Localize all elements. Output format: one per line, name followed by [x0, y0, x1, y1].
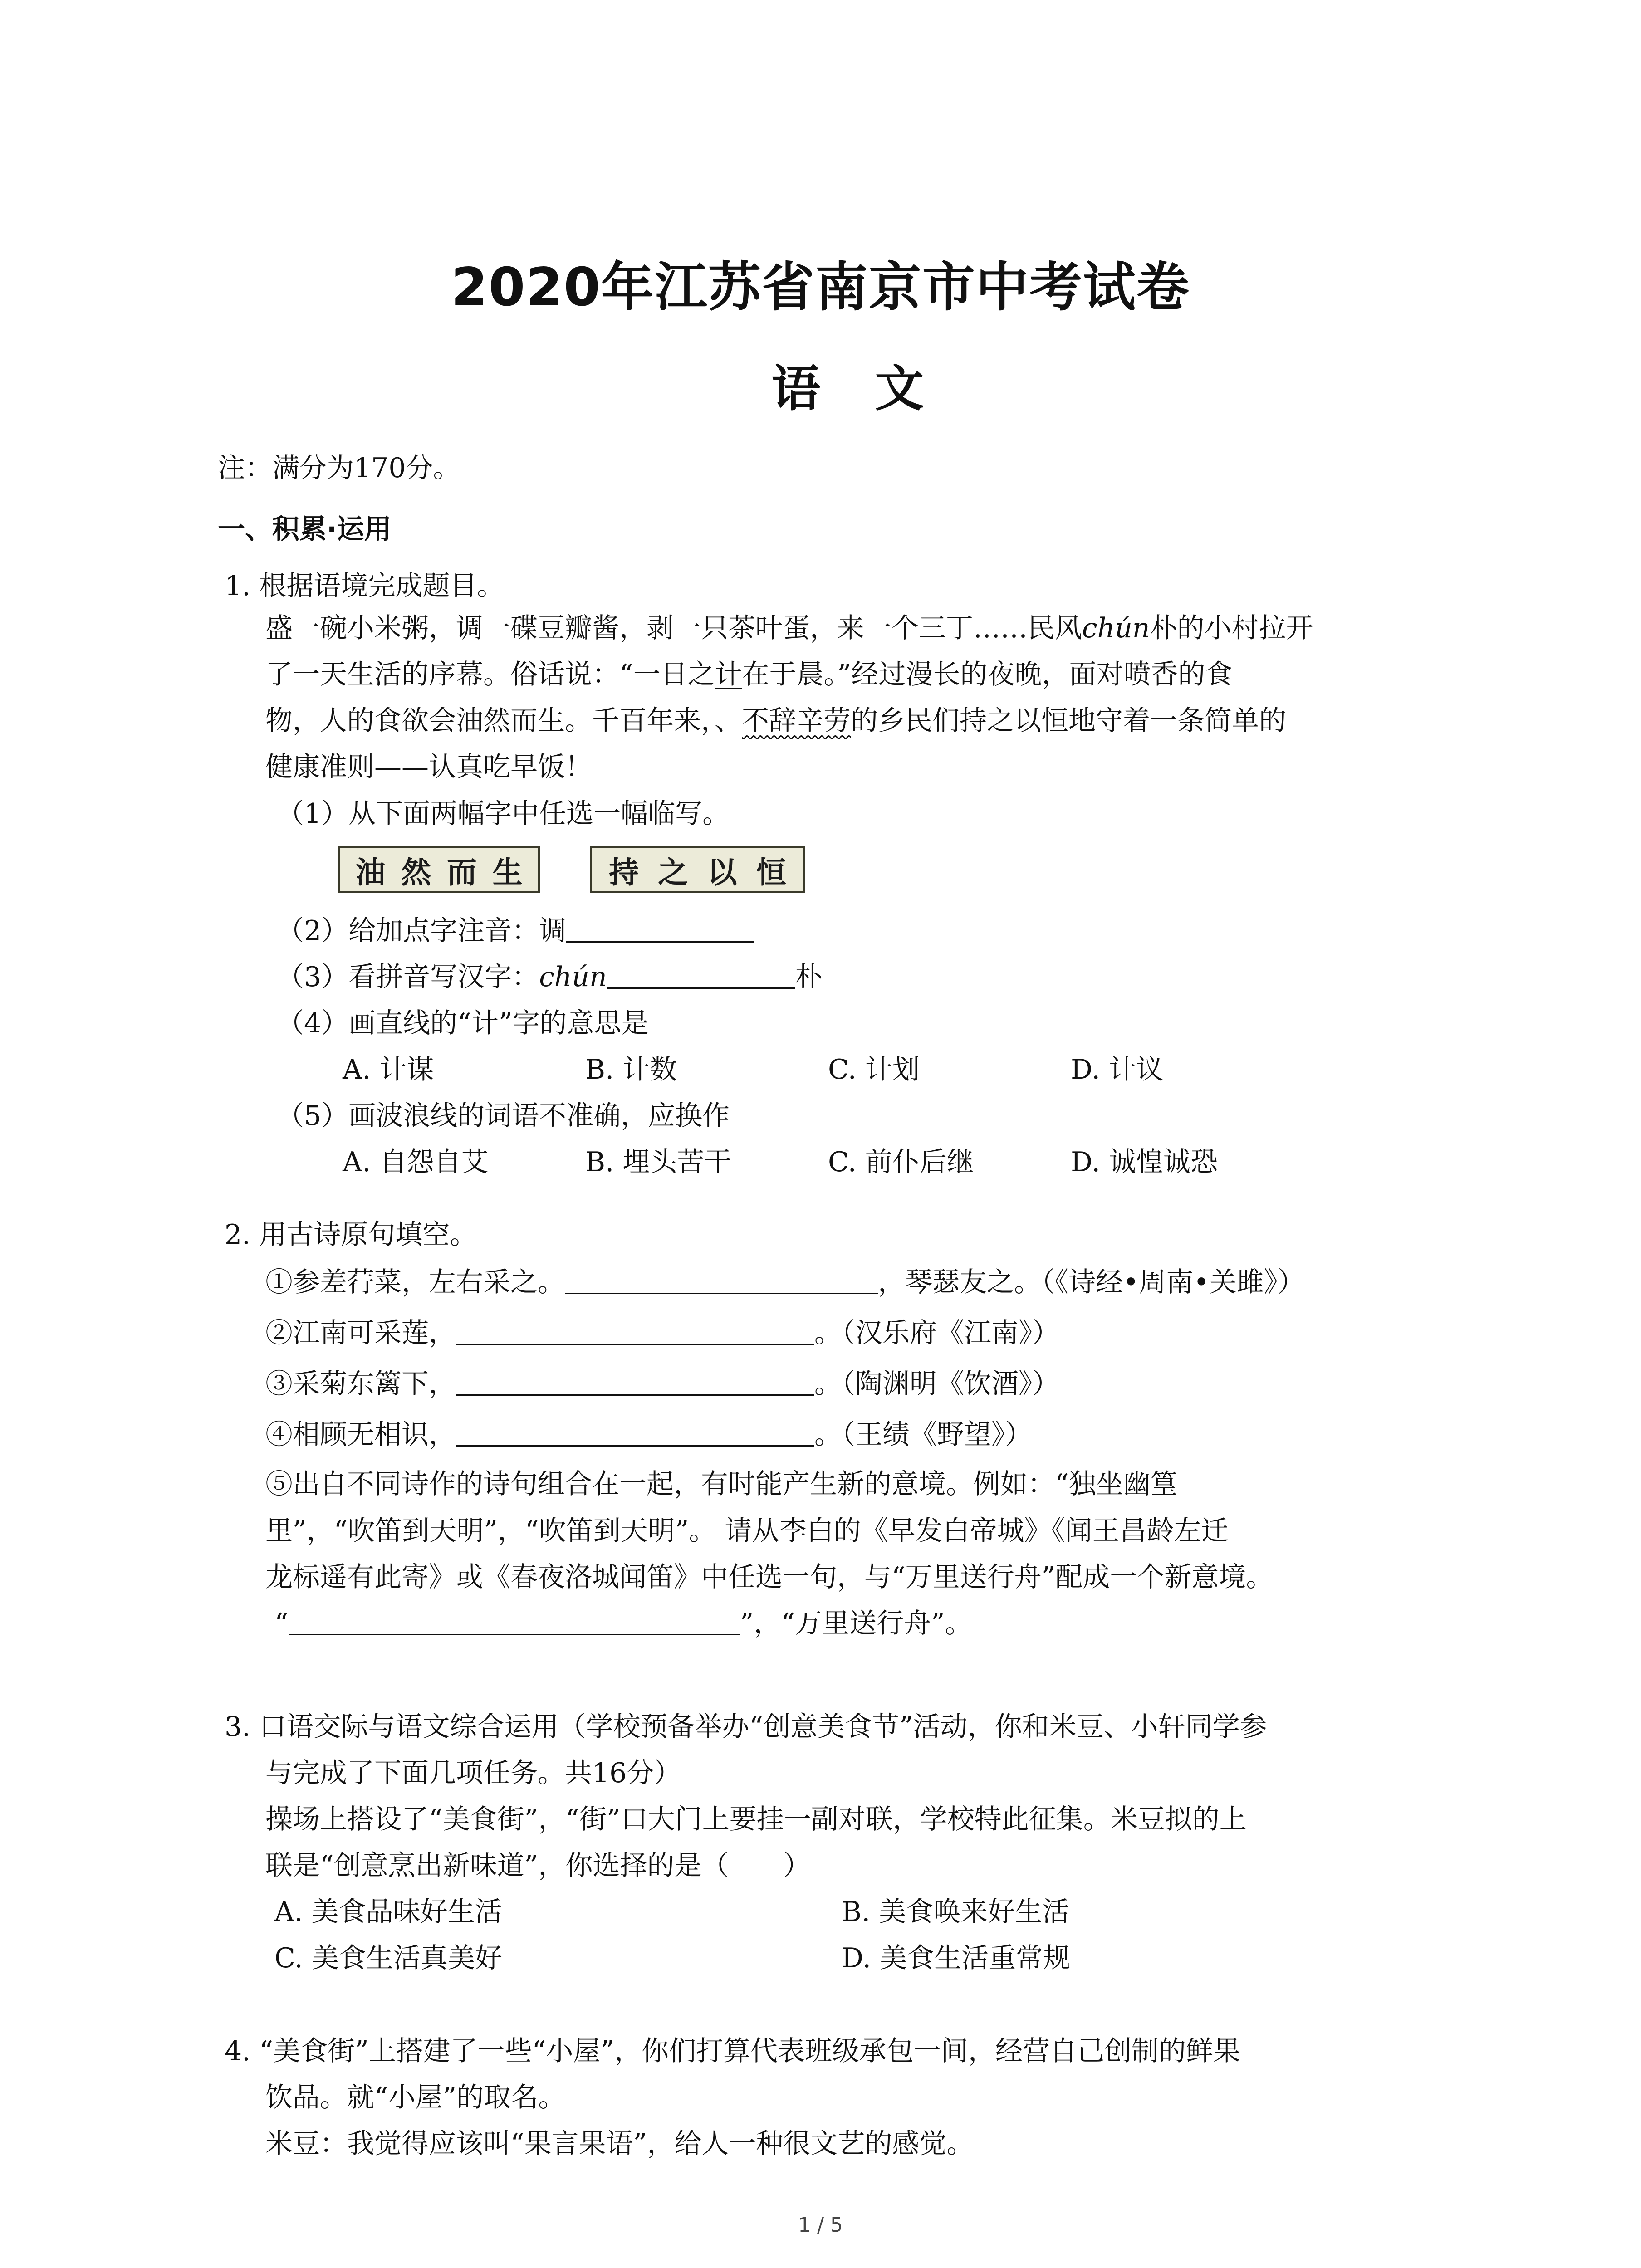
answer-blank[interactable]: [456, 1367, 814, 1396]
page-number: 1 / 5: [798, 2214, 843, 2237]
q4-line-3: 米豆：我觉得应该叫“果言果语”，给人一种很文艺的感觉。: [265, 2128, 974, 2160]
calligraphy-sample-2: 持 之 以 恒: [590, 846, 805, 893]
q3-line-2: 与完成了下面几项任务。共16分）: [265, 1757, 681, 1789]
q1-passage-line-3: 物，人的食欲会油然而生。千百年来，、不辞辛劳的乡民们持之以恒地守着一条简单的: [265, 705, 1286, 737]
q2-line-6: 里”，“吹笛到天明”，“吹笛到天明”。 请从李白的《早发白帝城》《闻王昌龄左迁: [265, 1515, 1229, 1547]
q1-stem: 1. 根据语境完成题目。: [225, 570, 505, 602]
q2-line-1: ①参差荇菜，左右采之。 ，琴瑟友之。（《诗经•周南•关雎》）: [265, 1266, 1305, 1298]
q1-sub-5-option-d[interactable]: D. 诚惶诚恐: [1071, 1146, 1218, 1178]
answer-blank[interactable]: [456, 1418, 814, 1447]
underlined-ji: 计: [715, 659, 742, 690]
q1-sub-4-option-c[interactable]: C. 计划: [828, 1054, 920, 1085]
q1-sub-5-option-a[interactable]: A. 自怨自艾: [343, 1146, 489, 1178]
q1-sub-4-option-d[interactable]: D. 计议: [1071, 1054, 1164, 1085]
answer-blank[interactable]: [289, 1607, 740, 1635]
q2-line-5: ⑤出自不同诗作的诗句组合在一起，有时能产生新的意境。例如：“独坐幽篁: [265, 1468, 1178, 1500]
q1-sub-4-option-b[interactable]: B. 计数: [585, 1054, 677, 1085]
page-title: 2020年江苏省南京市中考试卷: [451, 257, 1190, 318]
score-note: 注：满分为170分。: [218, 452, 460, 484]
q1-sub-3: （3）看拼音写汉字：chún 朴: [277, 961, 823, 993]
q1-sub-5-option-b[interactable]: B. 埋头苦干: [585, 1146, 732, 1178]
q1-sub-5: （5）画波浪线的词语不准确，应换作: [277, 1100, 730, 1132]
q3-line-4: 联是“创意烹出新味道”，你选择的是（ ）: [265, 1850, 811, 1882]
q1-passage-line-1: 盛一碗小米粥，调一碟豆瓣酱，剥一只茶叶蛋，来一个三丁……民风chún朴的小村拉开: [265, 612, 1313, 644]
answer-blank[interactable]: [607, 960, 795, 989]
answer-blank[interactable]: [566, 914, 754, 943]
q1-passage-line-2: 了一天生活的序幕。俗话说：“一日之计在于晨。”经过漫长的夜晚，面对喷香的食: [265, 659, 1233, 690]
q3-option-c[interactable]: C. 美食生活真美好: [274, 1942, 502, 1974]
pinyin-chun: chún: [1082, 612, 1150, 644]
answer-blank[interactable]: [456, 1316, 814, 1345]
q1-sub-2: （2）给加点字注音：调: [277, 912, 754, 950]
q4-line-1: 4. “美食街”上搭建了一些“小屋”，你们打算代表班级承包一间，经营自己创制的鲜果: [225, 2035, 1241, 2067]
q1-sub-1: （1）从下面两幅字中任选一幅临写。: [277, 798, 730, 830]
q2-stem: 2. 用古诗原句填空。: [225, 1219, 477, 1251]
q1-sub-4-option-a[interactable]: A. 计谋: [343, 1054, 434, 1085]
q3-line-1: 3. 口语交际与语文综合运用（学校预备举办“创意美食节”活动，你和米豆、小轩同学参: [225, 1711, 1267, 1743]
q2-line-3: ③采菊东篱下， 。（陶渊明《饮酒》）: [265, 1368, 1059, 1400]
q3-option-b[interactable]: B. 美食唤来好生活: [842, 1896, 1070, 1928]
q3-option-a[interactable]: A. 美食品味好生活: [274, 1896, 502, 1928]
q2-line-8: “ ”，“万里送行舟”。: [274, 1608, 972, 1639]
q2-line-4: ④相顾无相识， 。（王绩《野望》）: [265, 1419, 1032, 1451]
q1-passage-line-4: 健康准则——认真吃早饭！: [265, 751, 592, 783]
wavy-underlined-word: 不辞辛劳: [742, 705, 851, 737]
q3-option-d[interactable]: D. 美食生活重常规: [842, 1942, 1071, 1974]
q2-line-2: ②江南可采莲， 。（汉乐府《江南》）: [265, 1317, 1059, 1349]
q2-line-7: 龙标遥有此寄》或《春夜洛城闻笛》中任选一句，与“万里送行舟”配成一个新意境。: [265, 1561, 1274, 1593]
calligraphy-sample-1: 油 然 而 生: [338, 846, 540, 893]
q4-line-2: 饮品。就“小屋”的取名。: [265, 2082, 566, 2113]
calligraphy-samples: [338, 846, 805, 896]
subject-title: 语文: [771, 361, 979, 417]
answer-blank[interactable]: [565, 1266, 878, 1294]
q1-sub-5-option-c[interactable]: C. 前仆后继: [828, 1146, 974, 1178]
section-heading: 一、积累·运用: [218, 513, 392, 545]
q1-sub-4: （4）画直线的“计”字的意思是: [277, 1007, 649, 1039]
q3-line-3: 操场上搭设了“美食街”，“街”口大门上要挂一副对联，学校特此征集。米豆拟的上: [265, 1804, 1247, 1835]
